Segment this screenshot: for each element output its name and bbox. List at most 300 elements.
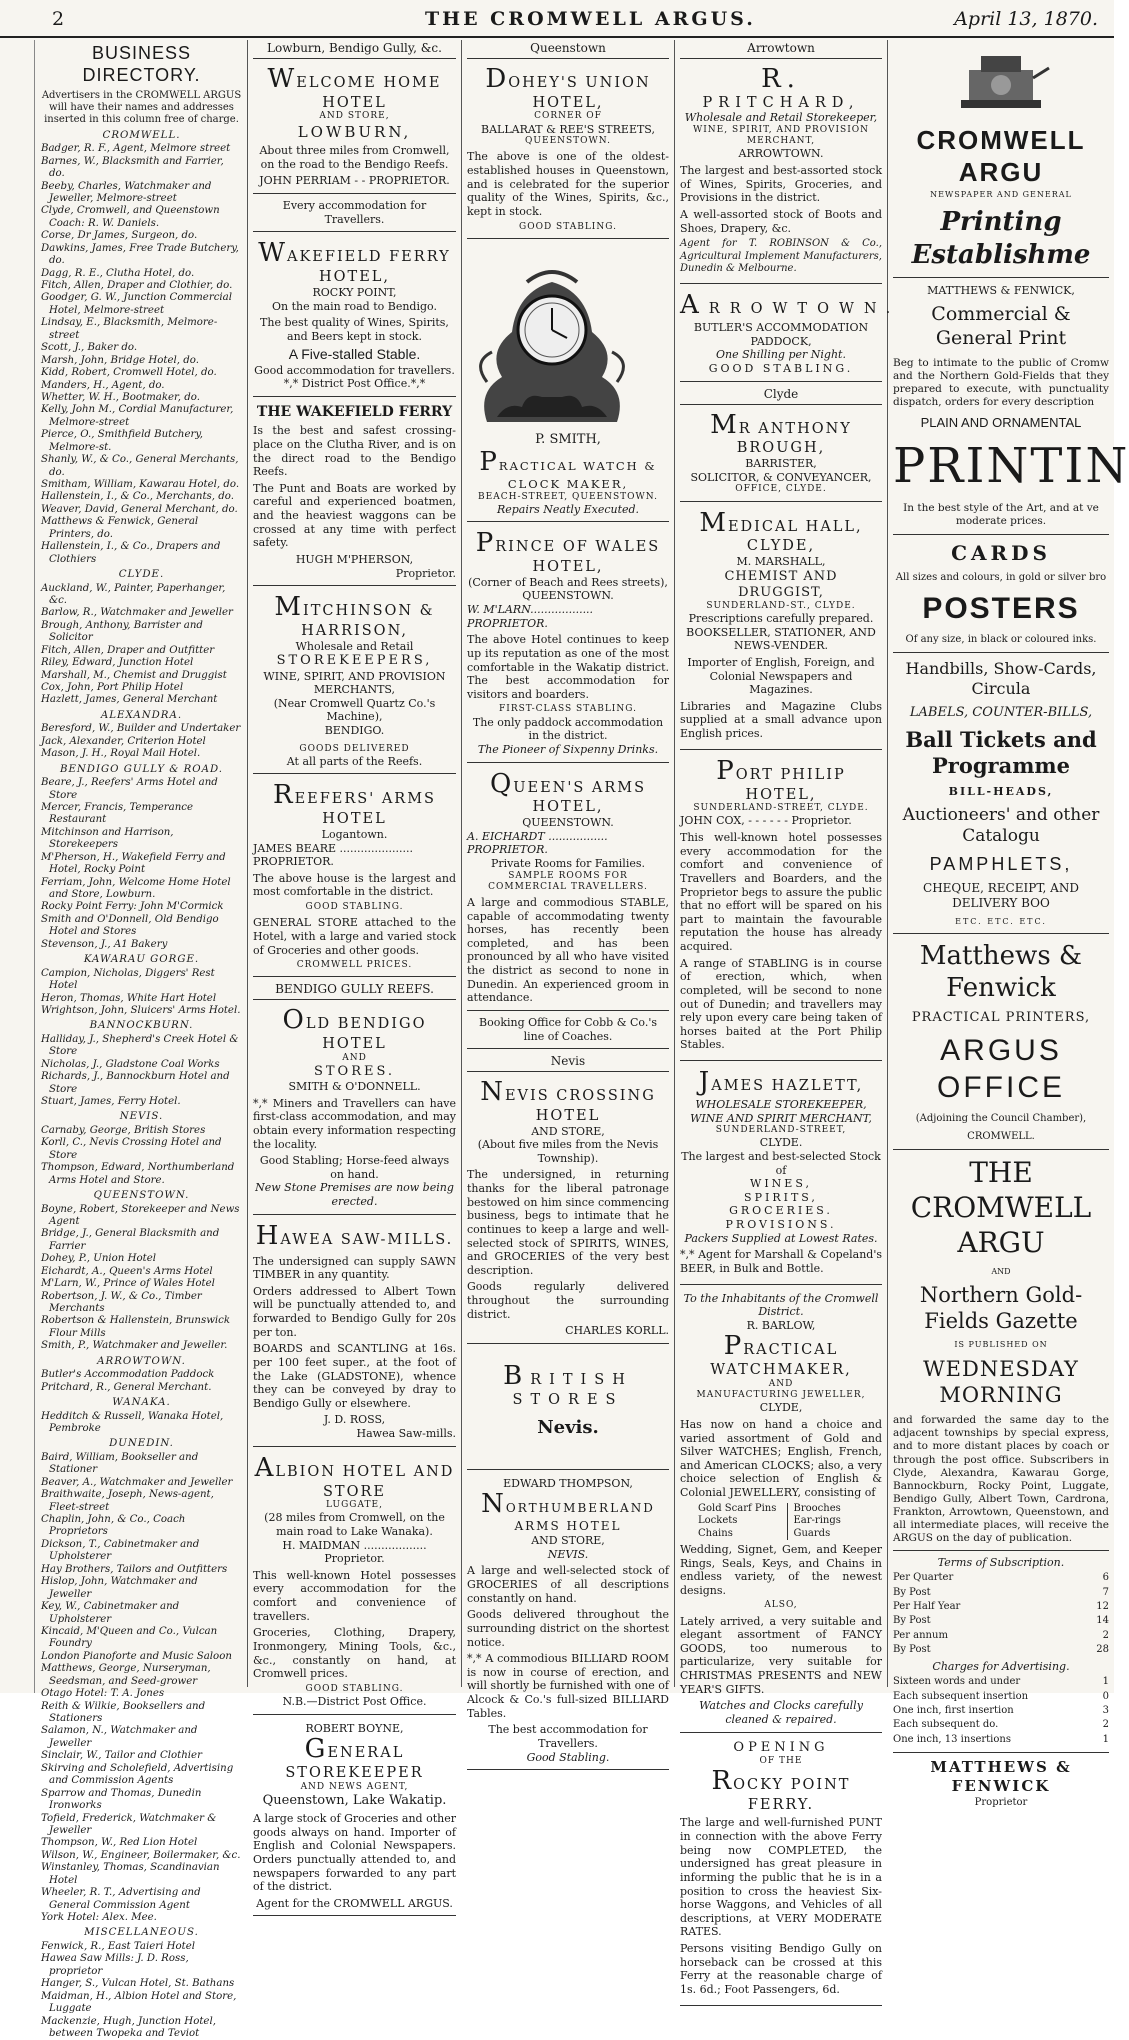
directory-entry: Scott, J., Baker do. — [41, 342, 138, 354]
ad-line: Booking Office for Cobb & Co.'s line of Coaches. — [478, 1015, 658, 1043]
ball-tickets-line: Ball Tickets and Programme — [905, 726, 1097, 778]
anthony-brough-ad — [680, 408, 882, 502]
ad-line: At all parts of the Reefs. — [286, 754, 423, 768]
ad-name: HUGH M'PHERSON, — [295, 552, 414, 566]
jewellery-list-right — [787, 1503, 883, 1540]
ad-line: STOREKEEPERS, — [276, 653, 433, 669]
rate-row — [893, 1586, 1109, 1600]
directory-entry: Goodger, G. W., Junction Commercial Hotel, Melmore-street — [41, 292, 232, 316]
and-line: AND — [991, 1266, 1011, 1276]
ad-line: SUNDERLAND-STREET, — [715, 1125, 847, 1136]
ad-text: A large and well-selected stock of GROCERIES of all descriptions constantly on hand. — [467, 1564, 669, 1605]
directory-section-heading: BENDIGO GULLY & ROAD. — [59, 763, 224, 775]
directory-entry: Rocky Point Ferry: John M'Cormick — [41, 901, 224, 913]
argus-printing-column — [888, 40, 1129, 1809]
ad-line: SMITH & O'DONNELL. — [288, 1080, 421, 1093]
section-tab: BENDIGO GULLY REEFS. — [253, 981, 456, 1000]
jewellery-item: Brooches — [793, 1502, 841, 1514]
p-smith-watchmaker-ad — [467, 243, 669, 523]
jewellery-item: Guards — [793, 1527, 831, 1539]
ad-text: GENERAL STORE attached to the Hotel, with a large and varied stock of Groceries and other goods. — [253, 916, 456, 957]
ad-line: The Pioneer of Sixpenny Drinks. — [477, 742, 659, 756]
ad-line: (Near Cromwell Quartz Co.'s Machine), — [273, 696, 436, 724]
posters-heading: POSTERS — [922, 592, 1080, 626]
ad-title: PRINCE OF WALES HOTEL, — [475, 528, 661, 576]
directory-entry: Marshall, M., Chemist and Druggist — [41, 669, 227, 681]
directory-entry: Salamon, N., Watchmaker and Jeweller — [41, 1725, 198, 1749]
directory-entry: Maidman, H., Albion Hotel and Store, Luggate — [41, 1990, 237, 2015]
rate-label: One inch, 13 insertions — [893, 1733, 1011, 1745]
nevis-crossing-ad — [467, 1075, 669, 1344]
ad-title: ROCKY POINT FERRY. — [711, 1765, 851, 1813]
directory-entry: Thompson, W., Red Lion Hotel — [41, 1837, 198, 1849]
ad-text: Wedding, Signet, Gem, and Keeper Rings, Seals, Keys, and Chains in endless variety, of the newest designs. — [680, 1542, 882, 1597]
ad-line: ALSO, — [764, 1600, 798, 1611]
ad-text: The best quality of Wines, Spirits, and Beers kept in stock. — [260, 316, 449, 343]
rate-row — [893, 1704, 1109, 1718]
ad-text: Agent for T. ROBINSON & Co., Agricultural Implement Manufacturers, Dunedin & Melbourne. — [680, 238, 882, 274]
ad-text: Groceries, Clothing, Drapery, Ironmongery, Mining Tools, &c., &c., constantly on hand, at Cromwell prices. — [253, 1626, 456, 1681]
ad-line: The largest and best-selected Stock of — [681, 1149, 881, 1177]
ad-title: HAWEA SAW-MILLS. — [255, 1220, 454, 1251]
directory-entry: Barnes, W., Blacksmith and Farrier, do. — [41, 155, 224, 180]
cromwell-line: CROMWELL. — [967, 1130, 1035, 1142]
cards-heading: CARDS — [951, 541, 1051, 566]
hawea-saw-mills-ad — [253, 1219, 456, 1447]
directory-entry: Skirving and Scholefield, Advertising and Commission Agents — [41, 1762, 234, 1787]
ad-line: Watches and Clocks carefully cleaned & repaired. — [699, 1699, 863, 1726]
directory-entry: York Hotel: Alex. Mee. — [41, 1912, 157, 1924]
ad-text: The Punt and Boats are worked by careful and experienced boatmen, and the heaviest waggons can be crossed at any time with perfect safety. — [253, 481, 456, 550]
directory-entry: M'Pherson, H., Wakefield Ferry and Hotel, Rocky Point — [41, 851, 226, 876]
business-directory-column — [36, 40, 248, 2039]
directory-entry: Chaplin, John, & Co., Coach Proprietors — [41, 1514, 186, 1538]
ad-proprietor: JAMES BEARE ..................... PROPRIETOR. — [253, 841, 413, 869]
directory-list — [41, 130, 242, 2040]
ad-line: WINE, SPIRIT, AND PROVISION MERCHANT, — [692, 125, 869, 147]
ad-place: Queenstown, Lake Wakatip. — [262, 1792, 447, 1808]
rate-row — [893, 1733, 1109, 1747]
lowburn-column — [248, 40, 462, 1910]
ad-line: CLYDE, — [759, 1401, 803, 1415]
wakefield-ferry-hotel-ad — [253, 236, 456, 397]
directory-entry: Stevenson, J., A1 Bakery — [41, 938, 168, 950]
directory-entry: Beeby, Charles, Watchmaker and Jeweller, Melmore-street — [41, 180, 212, 204]
directory-entry: Nicholas, J., Gladstone Coal Works — [41, 1058, 220, 1070]
ad-line: BARRISTER, — [745, 457, 817, 471]
ad-line: GOOD STABLING. — [708, 362, 854, 376]
ad-line: The only paddock accommodation in the district. — [472, 715, 664, 743]
directory-entry: Braithwaite, Joseph, News-agent, Fleet-street — [41, 1489, 214, 1513]
ad-proprietor: W. M'LARN.................. PROPRIETOR. — [467, 603, 594, 630]
ad-text: Has now on hand a choice and varied assortment of Gold and Silver WATCHES; English, French, and American CLOCKS; also, a very choice selection of English & Colonial JEWELLERY, consisting of — [680, 1417, 882, 1500]
ad-text: This well-known Hotel possesses every accommodation for the comfort and convenience of travellers. — [253, 1568, 456, 1623]
rate-row — [893, 1718, 1109, 1732]
ad-line: BOOKSELLER, STATIONER, AND NEWS-VENDER. — [686, 625, 876, 653]
queenstown-column — [462, 40, 675, 1764]
prince-of-wales-ad — [467, 526, 669, 762]
directory-entry: Smith and O'Donnell, Old Bendigo Hotel and Stores — [41, 913, 219, 938]
ad-proprietor: A. EICHARDT ................. PROPRIETOR. — [467, 829, 608, 857]
ad-title: NORTHUMBERLAND ARMS HOTEL — [481, 1489, 655, 1534]
ad-line: SUNDERLAND-ST., CLYDE. — [706, 600, 856, 611]
directory-entry: Mercer, Francis, Temperance Restaurant — [41, 801, 194, 826]
directory-section-heading: CROMWELL. — [102, 129, 181, 141]
ad-text: BOARDS and SCANTLING at 16s. per 100 feet super., at the foot of the Lake (GLADSTONE), whence they can be conveyed by dray to Bendigo Gully or elsewhere. — [253, 1342, 456, 1410]
wednesday-heading: WEDNESDAY MORNING — [923, 1357, 1079, 1408]
argus-office-heading: ARGUS OFFICE — [937, 1034, 1065, 1105]
newspaper-line: NEWSPAPER AND GENERAL — [930, 190, 1072, 200]
auctioneers-line: Auctioneers' and other Catalogu — [902, 804, 1100, 846]
directory-entry: Wrightson, John, Sluicers' Arms Hotel. — [41, 1004, 241, 1016]
best-style-line: In the best style of the Art, and at ve moderate prices. — [903, 502, 1099, 528]
ad-name: P. SMITH, — [535, 432, 601, 448]
section-tab: Clyde — [680, 386, 882, 405]
ad-title: PRACTICAL WATCHMAKER, — [710, 1331, 852, 1379]
rate-label: Sixteen words and under — [893, 1676, 1021, 1688]
rate-row — [893, 1643, 1109, 1657]
rate-value: 1 — [1102, 1733, 1109, 1745]
ad-text: Orders addressed to Albert Town will be punctually attended to, and forwarded to Bendigo Gully for 20s per ton. — [253, 1284, 456, 1339]
directory-entry: Fitch, Allen, Draper and Outfitter — [41, 644, 215, 656]
ad-title: R. PRITCHARD, — [702, 63, 860, 111]
ad-line: New Stone Premises are now being erected. — [255, 1181, 454, 1208]
british-stores-ad — [467, 1348, 669, 1470]
ad-line: Wholesale and Retail — [295, 639, 414, 653]
ad-title: REEFERS' ARMS HOTEL — [272, 780, 436, 828]
directory-entry: Mitchinson and Harrison, Storekeepers — [41, 826, 174, 851]
ad-stable: A Five-stalled Stable. — [288, 346, 421, 363]
labels-line: LABELS, COUNTER-BILLS, — [909, 704, 1093, 720]
directory-entry: Matthews, George, Nurseryman, Seedsman, and Seed-grower — [41, 1663, 211, 1687]
section-tab: Queenstown — [467, 40, 669, 59]
ad-proprietor: H. MAIDMAN .................. Proprietor. — [282, 1538, 427, 1566]
ad-line: AND NEWS AGENT, — [300, 1781, 409, 1792]
directory-entry: Reith & Wilkie, Booksellers and Stationers — [41, 1700, 206, 1725]
ad-line: CORNER OF — [534, 111, 602, 122]
directory-entry: Jack, Alexander, Criterion Hotel — [41, 735, 206, 747]
section-tab: Nevis — [467, 1053, 669, 1072]
directory-entry: Smith, P., Watchmaker and Jeweller. — [41, 1340, 228, 1352]
old-bendigo-ad — [253, 1003, 456, 1214]
james-hazlett-ad — [680, 1065, 882, 1285]
directory-entry: Richards, J., Bannockburn Hotel and Store — [41, 1071, 230, 1095]
intro-text: Beg to intimate to the public of Cromw and the Northern Gold-Fields that they prepared to execute, with punctuality dispatch, orders for every description — [893, 356, 1109, 408]
ad-text: Goods regularly delivered throughout the surrounding district. — [467, 1280, 669, 1321]
directory-section-heading: CLYDE. — [118, 569, 165, 581]
ad-text: The undersigned, in returning thanks for the liberal patronage bestowed on him since commencing business, begs to intimate that he continues to keep a large and well-selected stock of SPIRITS, WINES, and GROCERIES of the very best description. — [467, 1168, 669, 1277]
goods-list — [680, 1177, 882, 1232]
matthews-fenwick-heading: Matthews & Fenwick — [919, 940, 1083, 1003]
ad-proprietor: Proprietor. — [395, 566, 456, 580]
directory-entry: Wheeler, R. T., Advertising and General Commission Agent — [41, 1887, 201, 1911]
published-line: IS PUBLISHED ON — [954, 1340, 1048, 1350]
directory-entry: Matthews & Fenwick, General Printers, do. — [41, 516, 199, 540]
directory-entry: Fitch, Allen, Draper and Clothier, do. — [41, 280, 233, 292]
ad-title: GENERAL STOREKEEPER — [285, 1734, 424, 1782]
ad-text: The large and well-furnished PUNT in connection with the above Ferry being now COMPLETED, the undersigned has great pleasure in informing the public that he is in a position to cross the heaviest Six-horse Waggons, and Vehicles of all descriptions, at VERY MODERATE RATES. — [680, 1816, 882, 1939]
directory-section-heading: MISCELLANEOUS. — [84, 1927, 199, 1939]
directory-entry: Campion, Nicholas, Diggers' Rest Hotel — [41, 967, 215, 992]
rate-value: 1 — [1102, 1676, 1109, 1688]
reefers-arms-ad — [253, 778, 456, 977]
ad-line: OF THE — [759, 1755, 803, 1766]
ad-line: AND — [768, 1379, 794, 1390]
ad-line: N.B.—District Post Office. — [282, 1695, 427, 1709]
directory-entry: Halliday, J., Shepherd's Creek Hotel & Store — [41, 1033, 239, 1058]
ad-place: LUGGATE, — [326, 1500, 383, 1511]
directory-entry: Sparrow and Thomas, Dunedin Ironworks — [41, 1787, 202, 1812]
jewellery-list-left — [698, 1503, 787, 1540]
directory-entry: Pierce, O., Smithfield Butchery, Melmore-st. — [41, 429, 204, 453]
ad-post-office: *,* District Post Office.*,* — [283, 377, 426, 391]
rate-label: Per Quarter — [893, 1572, 954, 1584]
ad-line: STORES. — [313, 1063, 396, 1079]
directory-entry: Carnaby, George, British Stores — [41, 1124, 206, 1136]
ad-line: Private Rooms for Families. — [490, 856, 645, 870]
directory-entry: Hazlett, James, General Merchant — [41, 694, 218, 706]
ad-name: EDWARD THOMPSON, — [503, 1476, 633, 1490]
northumberland-arms-ad — [467, 1474, 669, 1770]
ad-title: DOHEY'S UNION HOTEL, — [485, 63, 651, 111]
directory-entry: Mackenzie, Hugh, Junction Hotel, between Twopeka and Teviot — [41, 2015, 216, 2039]
ad-line: BALLARAT & REE'S STREETS, — [481, 122, 655, 136]
directory-entry: Badger, R. F., Agent, Melmore street — [41, 143, 231, 155]
billheads-line: BILL-HEADS, — [948, 784, 1054, 798]
welcome-home-ad — [253, 62, 456, 232]
directory-entry: Winstanley, Thomas, Scandinavian Hotel — [41, 1862, 220, 1886]
directory-entry: Kincaid, M'Queen and Co., Vulcan Foundry — [41, 1625, 218, 1650]
ad-sign: CHARLES KORLL. — [565, 1324, 669, 1338]
ad-line: WHOLESALE STOREKEEPER, — [695, 1097, 867, 1111]
ad-title: JAMES HAZLETT, — [698, 1067, 864, 1098]
queens-arms-ad — [467, 767, 669, 1050]
the-argus-heading: THE CROMWELL ARGU — [910, 1156, 1092, 1259]
ad-line: Packers Supplied at Lowest Rates. — [684, 1231, 878, 1245]
directory-entry: Hawea Saw Mills: J. D. Ross, proprietor — [41, 1953, 189, 1977]
ad-line: Repairs Neatly Executed. — [496, 502, 640, 516]
directory-entry: Sinclair, W., Tailor and Clothier — [41, 1750, 202, 1762]
ad-line: SAMPLE ROOMS FOR COMMERCIAL TRAVELLERS. — [488, 870, 648, 892]
directory-section-heading: BANNOCKBURN. — [89, 1020, 194, 1032]
ad-text: A large and commodious STABLE, capable of accommodating twenty horses, has recently been completed, and has been pronounced by all who have visited the district as second to none in Dunedin. An experienced groom in attendance. — [467, 895, 669, 1005]
ad-line: FIRST-CLASS STABLING. — [499, 704, 637, 715]
directory-entry: Butler's Accommodation Paddock — [41, 1369, 215, 1381]
directory-entry: Heron, Thomas, White Hart Hotel — [41, 992, 217, 1004]
ad-place: Logantown. — [321, 827, 388, 841]
directory-entry: M'Larn, W., Prince of Wales Hotel — [41, 1278, 215, 1290]
goods-item: PROVISIONS. — [725, 1218, 837, 1232]
ad-text: *,* Agent for Marshall & Copeland's BEER, in Bulk and Bottle. — [680, 1248, 882, 1275]
section-tab: Lowburn, Bendigo Gully, &c. — [253, 40, 456, 59]
commercial-heading: Commercial & General Print — [931, 303, 1071, 350]
directory-title: BUSINESS DIRECTORY. — [82, 43, 201, 86]
jewellery-list — [680, 1503, 882, 1540]
rate-label: By Post — [893, 1615, 931, 1627]
directory-entry: Baird, William, Bookseller and Stationer — [41, 1451, 199, 1476]
ad-line: MANUFACTURING JEWELLER, — [696, 1390, 866, 1401]
ad-text: A large stock of Groceries and other goods always on hand. Importer of English and Colonial Newspapers. Orders punctually attended to, and newspapers forwarded to any part of the district. — [253, 1812, 456, 1894]
ad-line: WINE AND SPIRIT MERCHANT, — [690, 1111, 872, 1125]
proprietors-line: MATTHEWS & FENWICK, — [927, 283, 1075, 297]
directory-entry: London Pianoforte and Music Saloon — [41, 1650, 232, 1662]
jewellery-item: Chains — [698, 1527, 733, 1539]
rate-value: 2 — [1102, 1719, 1109, 1731]
directory-section-heading: KAWARAU GORGE. — [83, 954, 200, 966]
ad-line: QUEENSTOWN. — [522, 589, 614, 603]
ad-title: BRITISH STORES — [503, 1360, 633, 1408]
ad-line: CLYDE. — [759, 1136, 803, 1150]
directory-entry: Riley, Edward, Junction Hotel — [41, 657, 194, 669]
adjoining-line: (Adjoining the Council Chamber), — [915, 1112, 1087, 1124]
ad-line: CROMWELL PRICES. — [296, 960, 413, 971]
directory-entry: Stuart, James, Ferry Hotel. — [41, 1096, 181, 1108]
rate-label: One inch, first insertion — [893, 1704, 1014, 1716]
ad-place: ROCKY POINT, — [312, 285, 397, 299]
section-tab: Arrowtown — [680, 40, 882, 59]
ad-line: GOODS DELIVERED — [299, 743, 410, 754]
ad-line: SUNDERLAND-STREET, CLYDE. — [693, 803, 869, 814]
dohey-union-hotel-ad — [467, 62, 669, 239]
directory-entry: Hanger, S., Vulcan Hotel, St. Bathans — [41, 1978, 235, 1990]
ad-text: Importer of English, Foreign, and Colonial Newspapers and Magazines. — [687, 655, 875, 697]
ad-title: PORT PHILIP HOTEL, — [716, 755, 846, 803]
etc-line: ETC. ETC. ETC. — [955, 916, 1047, 926]
ad-line: GOOD STABLING. — [519, 221, 617, 232]
ad-text: Lately arrived, a very suitable and elegant assortment of FANCY GOODS, too numerous to particularize, very suitable for CHRISTMAS PRESENTS and NEW YEAR'S GIFTS. — [680, 1614, 882, 1696]
ad-title: MEDICAL HALL, CLYDE, — [699, 507, 863, 555]
rate-row — [893, 1629, 1109, 1643]
ad-text: The above house is the largest and most comfortable in the district. — [253, 871, 456, 899]
ad-arc-text: To the Inhabitants of the Cromwell District. — [683, 1291, 879, 1319]
ad-text: Is the best and safest crossing-place on the Clutha River, and is on the direct road to the Bendigo Reefs. — [253, 424, 456, 479]
directory-entry: Weaver, David, General Merchant, do. — [41, 503, 238, 515]
ad-line: BENDIGO. — [324, 724, 385, 738]
ad-line: ARROWTOWN. — [738, 147, 824, 161]
jewellery-item: Gold Scarf Pins — [698, 1502, 777, 1514]
directory-entry: Clyde, Cromwell, and Queenstown Coach: R. W. Daniels. — [41, 205, 220, 229]
ad-text: Persons visiting Bendigo Gully on horseback can be crossed at this Ferry at the reasonable charge of 1s. 6d.; Foot Passengers, 6d. — [680, 1942, 882, 1996]
directory-entry: Wilson, W., Engineer, Boilermaker, &c. — [41, 1849, 241, 1861]
directory-entry: Hallenstein, I., & Co., Drapers and Clothiers — [41, 541, 221, 565]
goods-item: GROCERIES. — [729, 1204, 833, 1218]
ad-line: (About five miles from the Nevis Township). — [477, 1138, 659, 1165]
directory-entry: Whetter, W. H., Bootmaker, do. — [41, 391, 200, 403]
northern-gazette-heading: Northern Gold-Fields Gazette — [919, 1283, 1083, 1334]
printing-heading: PRINTIN — [893, 437, 1129, 494]
ad-title: ALBION HOTEL AND STORE — [254, 1452, 455, 1500]
ad-name: R. BARLOW, — [746, 1318, 816, 1332]
footer-name: MATTHEWS & FENWICK — [930, 1758, 1072, 1795]
ad-note: Every accommodation for Travellers. — [282, 199, 427, 226]
directory-entry: Hallenstein, I., & Co., Merchants, do. — [41, 491, 234, 503]
ad-line: BUTLER'S ACCOMMODATION PADDOCK, — [693, 321, 869, 348]
cheque-line: CHEQUE, RECEIPT, AND DELIVERY BOO — [923, 880, 1079, 910]
ad-line: Good Stabling. — [526, 1750, 610, 1764]
ad-place: Nevis. — [537, 1416, 599, 1438]
rate-label: Per Half Year — [893, 1601, 961, 1613]
ad-title: ARROWTOWN. — [680, 290, 901, 321]
directory-entry: Beaver, A., Watchmaker and Jeweller — [41, 1476, 233, 1488]
ad-text: The undersigned can supply SAWN TIMBER in any quantity. — [253, 1254, 456, 1282]
ad-text: About three miles from Cromwell, on the road to the Bendigo Reefs. — [259, 144, 450, 171]
masthead — [0, 0, 1114, 38]
rate-row — [893, 1690, 1109, 1704]
butler-paddock-ad — [680, 288, 901, 381]
directory-entry: Cox, John, Port Philip Hotel — [41, 682, 184, 694]
rate-value: 14 — [1096, 1615, 1109, 1627]
robert-boyne-ad — [253, 1719, 456, 1917]
rate-label: Each subsequent do. — [893, 1719, 999, 1731]
directory-entry: Beare, J., Reefers' Arms Hotel and Store — [41, 777, 218, 801]
ad-title: THE WAKEFIELD FERRY — [256, 403, 453, 420]
posters-line: Of any size, in black or coloured inks. — [905, 633, 1097, 645]
rate-value: 0 — [1102, 1690, 1109, 1702]
ad-name: M. MARSHALL, — [736, 555, 826, 569]
clock-illustration-icon — [467, 252, 637, 427]
rate-value: 12 — [1096, 1601, 1109, 1613]
directory-section-heading: ARROWTOWN. — [97, 1355, 186, 1367]
directory-entry: Ferriam, John, Welcome Home Hotel and Store, Lowburn. — [41, 876, 231, 901]
ad-line: (28 miles from Cromwell, on the main road to Lake Wanaka). — [264, 1511, 445, 1538]
directory-entry: Shanly, W., & Co., General Merchants, do. — [41, 454, 239, 478]
rate-value: 7 — [1102, 1586, 1109, 1598]
ad-line: AND STORE, — [531, 1124, 605, 1138]
directory-entry: Hedditch & Russell, Wanaka Hotel, Pembroke — [41, 1410, 224, 1434]
directory-entry: Beresford, W., Builder and Undertaker — [41, 723, 241, 735]
directory-entry: Marsh, John, Bridge Hotel, do. — [41, 354, 199, 366]
directory-entry: Lindsay, E., Blacksmith, Melmore-street — [41, 317, 218, 341]
page-number: 2 — [52, 8, 65, 30]
ad-line: AND — [342, 1052, 367, 1063]
directory-entry: Hay Brothers, Tailors and Outfitters — [41, 1563, 228, 1575]
rate-row — [893, 1571, 1109, 1585]
ad-place: LOWBURN, — [297, 122, 412, 141]
cards-line: All sizes and colours, in gold or silver bro — [895, 572, 1107, 584]
ad-title: MR ANTHONY BROUGH, — [710, 409, 852, 457]
rate-label: Each subsequent insertion — [893, 1690, 1029, 1702]
ad-text: The largest and best-assorted stock of Wines, Spirits, Groceries, and Provisions in the district. — [680, 164, 882, 205]
goods-item: WINES, — [750, 1177, 812, 1191]
directory-entry: Bridge, J., General Blacksmith and Farrier — [41, 1228, 220, 1252]
ad-line: Prescriptions carefully prepared. — [688, 612, 874, 626]
ad-line: Good Stabling; Horse-feed always on hand. — [259, 1154, 450, 1181]
rate-value: 3 — [1102, 1704, 1109, 1716]
goods-item: SPIRITS, — [744, 1190, 818, 1204]
printing-press-icon — [951, 48, 1051, 118]
ad-name: J. D. ROSS, — [323, 1413, 386, 1427]
rate-value: 28 — [1096, 1644, 1109, 1656]
ad-name: ROBERT BOYNE, — [305, 1721, 404, 1735]
ad-sign: Hawea Saw-mills. — [356, 1427, 456, 1441]
argus-heading: CROMWELL ARGU — [916, 125, 1086, 188]
directory-intro: Advertisers in the CROMWELL ARGUS will have their names and addresses inserted in this column free of charge. — [41, 89, 242, 126]
ad-line: GOOD STABLING. — [305, 1683, 404, 1694]
ad-text: This well-known hotel possesses every accommodation for the comfort and convenience of Travellers and Boarders, and the Proprietor begs to assure the public that no effort will be spared on his part to maintain the favourable reputation the house has already acquired. — [680, 831, 882, 954]
ad-text: Libraries and Magazine Clubs supplied at a small advance upon English prices. — [680, 699, 882, 741]
directory-entry: Korll, C., Nevis Crossing Hotel and Store — [41, 1137, 222, 1161]
directory-entry: Brough, Anthony, Barrister and Solicitor — [41, 619, 203, 644]
printing-establishment-heading: Printing Establishme — [911, 207, 1091, 270]
rate-label: By Post — [893, 1644, 931, 1656]
ad-title: MITCHINSON & HARRISON, — [274, 592, 435, 640]
charges-heading: Charges for Advertising. — [932, 1659, 1070, 1673]
ad-title: WAKEFIELD FERRY HOTEL, — [258, 238, 451, 286]
ad-line: The best accommodation for Travellers. — [488, 1723, 648, 1750]
ad-line: QUEENSTOWN. — [525, 136, 611, 147]
rate-value: 6 — [1102, 1572, 1109, 1584]
rate-value: 2 — [1102, 1629, 1109, 1641]
